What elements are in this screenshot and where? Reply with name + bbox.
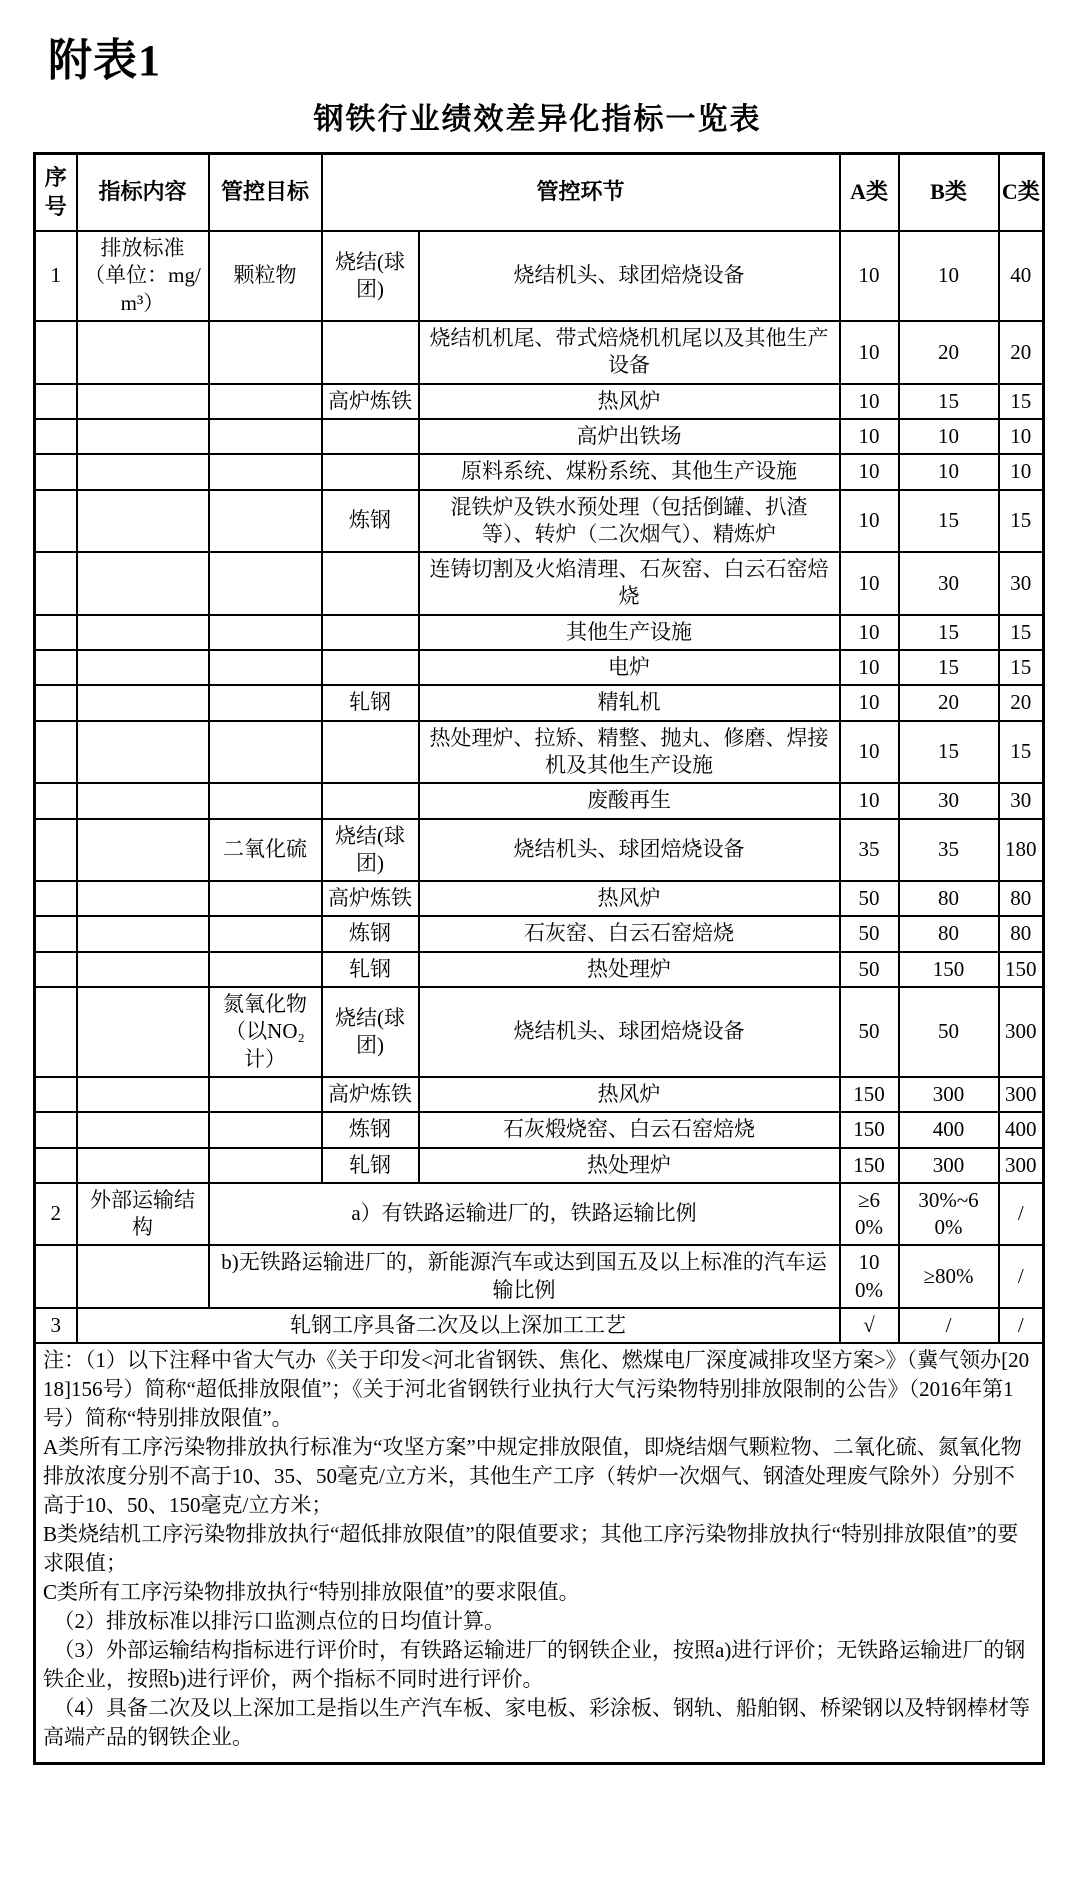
empty-cell	[77, 1245, 209, 1308]
note-paragraph: B类烧结机工序污染物排放执行“超低排放限值”的限值要求；其他工序污染物排放执行“特别排放限值”的要求限值；	[43, 1522, 1019, 1576]
col-header-sn: 序号	[35, 154, 77, 232]
empty-cell	[209, 685, 322, 720]
appendix-label: 附表1	[48, 36, 161, 85]
table-row	[35, 454, 1044, 489]
table-cell: 150	[999, 952, 1044, 987]
empty-cell	[35, 419, 77, 454]
table-cell: 300	[899, 1077, 999, 1112]
table-cell: 高炉出铁场	[419, 419, 840, 454]
table-cell: 外部运输结构	[77, 1183, 209, 1246]
table-cell: 电炉	[419, 650, 840, 685]
table-cell: /	[999, 1183, 1044, 1246]
empty-cell	[77, 419, 209, 454]
empty-cell	[77, 615, 209, 650]
table-cell: 2	[35, 1183, 77, 1246]
note-paragraph: （4）具备二次及以上深加工是指以生产汽车板、家电板、彩涂板、钢轨、船舶钢、桥梁钢以及特钢棒材等高端产品的钢铁企业。	[43, 1695, 1030, 1749]
empty-cell	[209, 952, 322, 987]
empty-cell	[35, 490, 77, 553]
table-cell: 10	[840, 490, 899, 553]
table-body	[35, 231, 1044, 1343]
table-cell: 热风炉	[419, 384, 840, 419]
table-cell: 炼钢	[322, 1112, 419, 1147]
table-cell: 炼钢	[322, 490, 419, 553]
table-row	[35, 490, 1044, 553]
table-cell: 10	[840, 231, 899, 321]
empty-cell	[322, 321, 419, 384]
table-row	[35, 1112, 1044, 1147]
table-cell: 80	[999, 881, 1044, 916]
empty-cell	[35, 952, 77, 987]
table-row	[35, 819, 1044, 882]
table-cell: 80	[899, 916, 999, 951]
table-cell: 35	[840, 819, 899, 882]
empty-cell	[209, 552, 322, 615]
empty-cell	[35, 987, 77, 1077]
table-cell: 35	[899, 819, 999, 882]
table-cell: 氮氧化物（以NO₂计）	[209, 987, 322, 1077]
table-cell: 烧结机机尾、带式焙烧机机尾以及其他生产设备	[419, 321, 840, 384]
table-cell: 热处理炉	[419, 952, 840, 987]
table-row	[35, 231, 1044, 321]
table-cell: 50	[840, 952, 899, 987]
empty-cell	[209, 419, 322, 454]
empty-cell	[35, 321, 77, 384]
empty-cell	[35, 685, 77, 720]
table-cell: 3	[35, 1308, 77, 1343]
empty-cell	[35, 721, 77, 784]
col-header-indicator: 指标内容	[77, 154, 209, 232]
table-row	[35, 419, 1044, 454]
notes-cell	[35, 1343, 1044, 1763]
table-cell: 烧结(球团)	[322, 231, 419, 321]
table-cell: 15	[899, 384, 999, 419]
table-row	[35, 1245, 1044, 1308]
table-cell: 15	[999, 490, 1044, 553]
table-row	[35, 321, 1044, 384]
table-row	[35, 685, 1044, 720]
empty-cell	[35, 783, 77, 818]
empty-cell	[209, 721, 322, 784]
table-cell: 10	[999, 454, 1044, 489]
empty-cell	[322, 454, 419, 489]
table-cell: b)无铁路运输进厂的，新能源汽车或达到国五及以上标准的汽车运输比例	[209, 1245, 840, 1308]
empty-cell	[209, 1112, 322, 1147]
empty-cell	[77, 490, 209, 553]
table-cell: 30%~60%	[899, 1183, 999, 1246]
table-cell: 20	[899, 321, 999, 384]
table-cell: 炼钢	[322, 916, 419, 951]
empty-cell	[35, 650, 77, 685]
col-header-class-a: A类	[840, 154, 899, 232]
table-row	[35, 384, 1044, 419]
table-cell: 300	[999, 1077, 1044, 1112]
table-cell: 轧钢	[322, 952, 419, 987]
table-cell: 烧结(球团)	[322, 987, 419, 1077]
empty-cell	[322, 419, 419, 454]
table-cell: 10	[840, 384, 899, 419]
note-paragraph: C类所有工序污染物排放执行“特别排放限值”的要求限值。	[43, 1580, 580, 1605]
table-row	[35, 987, 1044, 1077]
table-cell: 30	[899, 552, 999, 615]
empty-cell	[209, 615, 322, 650]
empty-cell	[77, 454, 209, 489]
table-cell: 轧钢	[322, 685, 419, 720]
table-cell: 高炉炼铁	[322, 881, 419, 916]
table-cell: 30	[899, 783, 999, 818]
empty-cell	[77, 721, 209, 784]
empty-cell	[322, 650, 419, 685]
table-cell: 300	[999, 987, 1044, 1077]
table-row	[35, 952, 1044, 987]
empty-cell	[35, 819, 77, 882]
table-cell: 精轧机	[419, 685, 840, 720]
table-cell: 50	[840, 881, 899, 916]
empty-cell	[77, 987, 209, 1077]
table-cell: 10	[899, 454, 999, 489]
table-cell: 10	[840, 419, 899, 454]
table-row	[35, 783, 1044, 818]
table-cell: 180	[999, 819, 1044, 882]
table-cell: ≥60%	[840, 1183, 899, 1246]
table-cell: /	[999, 1308, 1044, 1343]
table-cell: 热风炉	[419, 1077, 840, 1112]
table-cell: 15	[999, 384, 1044, 419]
table-cell: 10	[999, 419, 1044, 454]
table-header-row	[35, 154, 1044, 232]
empty-cell	[77, 1148, 209, 1183]
empty-cell	[35, 916, 77, 951]
table-cell: 轧钢	[322, 1148, 419, 1183]
empty-cell	[209, 1148, 322, 1183]
table-cell: 10	[899, 419, 999, 454]
table-cell: 1	[35, 231, 77, 321]
table-cell: 50	[899, 987, 999, 1077]
table-cell: 高炉炼铁	[322, 1077, 419, 1112]
empty-cell	[77, 384, 209, 419]
table-cell: 10	[840, 783, 899, 818]
empty-cell	[35, 552, 77, 615]
indicators-table	[33, 152, 1045, 1765]
empty-cell	[77, 952, 209, 987]
table-cell: 10	[840, 321, 899, 384]
col-header-class-c: C类	[999, 154, 1044, 232]
table-cell: 高炉炼铁	[322, 384, 419, 419]
empty-cell	[322, 783, 419, 818]
empty-cell	[209, 321, 322, 384]
table-cell: 烧结机头、球团焙烧设备	[419, 231, 840, 321]
table-cell: 50	[840, 987, 899, 1077]
empty-cell	[35, 615, 77, 650]
table-cell: 40	[999, 231, 1044, 321]
empty-cell	[77, 1077, 209, 1112]
empty-cell	[209, 490, 322, 553]
table-cell: 10	[840, 552, 899, 615]
table-cell: 30	[999, 783, 1044, 818]
table-cell: 10	[840, 685, 899, 720]
note-paragraph: 注：（1）以下注释中省大气办《关于印发<河北省钢铁、焦化、燃煤电厂深度减排攻坚方案>》（冀气领办[2018]156号）简称“超低排放限值”；《关于河北省钢铁行业执行大气污染物特别排放限制的公告》（2016年第1号）简称“特别排放限值”。	[43, 1348, 1030, 1431]
table-row	[35, 1148, 1044, 1183]
note-paragraph: （2）排放标准以排污口监测点位的日均值计算。	[43, 1609, 505, 1633]
table-cell: 150	[840, 1148, 899, 1183]
empty-cell	[35, 1148, 77, 1183]
table-cell: 50	[840, 916, 899, 951]
empty-cell	[77, 783, 209, 818]
table-cell: √	[840, 1308, 899, 1343]
document-page	[0, 24, 1080, 1880]
table-cell: 轧钢工序具备二次及以上深加工工艺	[77, 1308, 840, 1343]
table-cell: 400	[899, 1112, 999, 1147]
table-row	[35, 1308, 1044, 1343]
empty-cell	[77, 1112, 209, 1147]
table-cell: 10	[899, 231, 999, 321]
table-cell: 30	[999, 552, 1044, 615]
table-cell: 150	[840, 1112, 899, 1147]
empty-cell	[209, 916, 322, 951]
page-title: 钢铁行业绩效差异化指标一览表	[313, 103, 762, 136]
empty-cell	[209, 881, 322, 916]
table-cell: ≥80%	[899, 1245, 999, 1308]
table-cell: 原料系统、煤粉系统、其他生产设施	[419, 454, 840, 489]
table-cell: /	[899, 1308, 999, 1343]
table-row	[35, 916, 1044, 951]
table-cell: 15	[899, 615, 999, 650]
table-cell: 15	[999, 721, 1044, 784]
table-row	[35, 1077, 1044, 1112]
empty-cell	[209, 454, 322, 489]
table-cell: 15	[899, 650, 999, 685]
empty-cell	[35, 454, 77, 489]
table-cell: 排放标准（单位：mg/m³）	[77, 231, 209, 321]
table-cell: 连铸切割及火焰清理、石灰窑、白云石窑焙烧	[419, 552, 840, 615]
table-cell: 烧结(球团)	[322, 819, 419, 882]
empty-cell	[77, 552, 209, 615]
table-cell: 10	[840, 650, 899, 685]
table-row	[35, 552, 1044, 615]
empty-cell	[35, 1077, 77, 1112]
empty-cell	[77, 321, 209, 384]
empty-cell	[77, 650, 209, 685]
table-cell: /	[999, 1245, 1044, 1308]
table-cell: 80	[899, 881, 999, 916]
table-cell: 混铁炉及铁水预处理（包括倒罐、扒渣等）、转炉（二次烟气）、精炼炉	[419, 490, 840, 553]
empty-cell	[322, 721, 419, 784]
col-header-target: 管控目标	[209, 154, 322, 232]
table-cell: 300	[999, 1148, 1044, 1183]
table-row	[35, 1183, 1044, 1246]
table-cell: 15	[899, 721, 999, 784]
table-cell: 100%	[840, 1245, 899, 1308]
table-cell: 20	[999, 321, 1044, 384]
empty-cell	[209, 1077, 322, 1112]
table-cell: 二氧化硫	[209, 819, 322, 882]
table-cell: 15	[899, 490, 999, 553]
table-cell: 废酸再生	[419, 783, 840, 818]
table-cell: 300	[899, 1148, 999, 1183]
table-cell: 400	[999, 1112, 1044, 1147]
table-cell: 烧结机头、球团焙烧设备	[419, 987, 840, 1077]
table-cell: 20	[999, 685, 1044, 720]
empty-cell	[209, 783, 322, 818]
table-row	[35, 721, 1044, 784]
table-cell: 20	[899, 685, 999, 720]
table-cell: 15	[999, 615, 1044, 650]
table-cell: 80	[999, 916, 1044, 951]
empty-cell	[77, 685, 209, 720]
table-cell: 烧结机头、球团焙烧设备	[419, 819, 840, 882]
col-header-stage: 管控环节	[322, 154, 840, 232]
empty-cell	[322, 615, 419, 650]
table-row	[35, 650, 1044, 685]
table-cell: 15	[999, 650, 1044, 685]
empty-cell	[209, 384, 322, 419]
empty-cell	[35, 1112, 77, 1147]
table-cell: 石灰煅烧窑、白云石窑焙烧	[419, 1112, 840, 1147]
empty-cell	[35, 1245, 77, 1308]
empty-cell	[77, 916, 209, 951]
empty-cell	[77, 881, 209, 916]
table-cell: 热处理炉	[419, 1148, 840, 1183]
table-row	[35, 881, 1044, 916]
empty-cell	[322, 552, 419, 615]
table-cell: 热处理炉、拉矫、精整、抛丸、修磨、焊接机及其他生产设施	[419, 721, 840, 784]
table-cell: 150	[840, 1077, 899, 1112]
table-cell: 热风炉	[419, 881, 840, 916]
table-cell: 10	[840, 454, 899, 489]
table-cell: 颗粒物	[209, 231, 322, 321]
table-cell: a）有铁路运输进厂的，铁路运输比例	[209, 1183, 840, 1246]
table-cell: 石灰窑、白云石窑焙烧	[419, 916, 840, 951]
table-row	[35, 615, 1044, 650]
note-paragraph: A类所有工序污染物排放执行标准为“攻坚方案”中规定排放限值，即烧结烟气颗粒物、二氧化硫、氮氧化物排放浓度分别不高于10、35、50毫克/立方米，其他生产工序（转炉一次烟气、钢渣处理废气除外）分别不高于10、50、150毫克/立方米；	[43, 1435, 1022, 1518]
notes-row	[35, 1343, 1044, 1763]
note-paragraph: （3）外部运输结构指标进行评价时，有铁路运输进厂的钢铁企业，按照a)进行评价；无铁路运输进厂的钢铁企业，按照b)进行评价，两个指标不同时进行评价。	[43, 1637, 1026, 1691]
col-header-class-b: B类	[899, 154, 999, 232]
table-cell: 10	[840, 615, 899, 650]
table-cell: 其他生产设施	[419, 615, 840, 650]
empty-cell	[209, 650, 322, 685]
table-cell: 150	[899, 952, 999, 987]
empty-cell	[35, 881, 77, 916]
empty-cell	[77, 819, 209, 882]
empty-cell	[35, 384, 77, 419]
table-cell: 10	[840, 721, 899, 784]
